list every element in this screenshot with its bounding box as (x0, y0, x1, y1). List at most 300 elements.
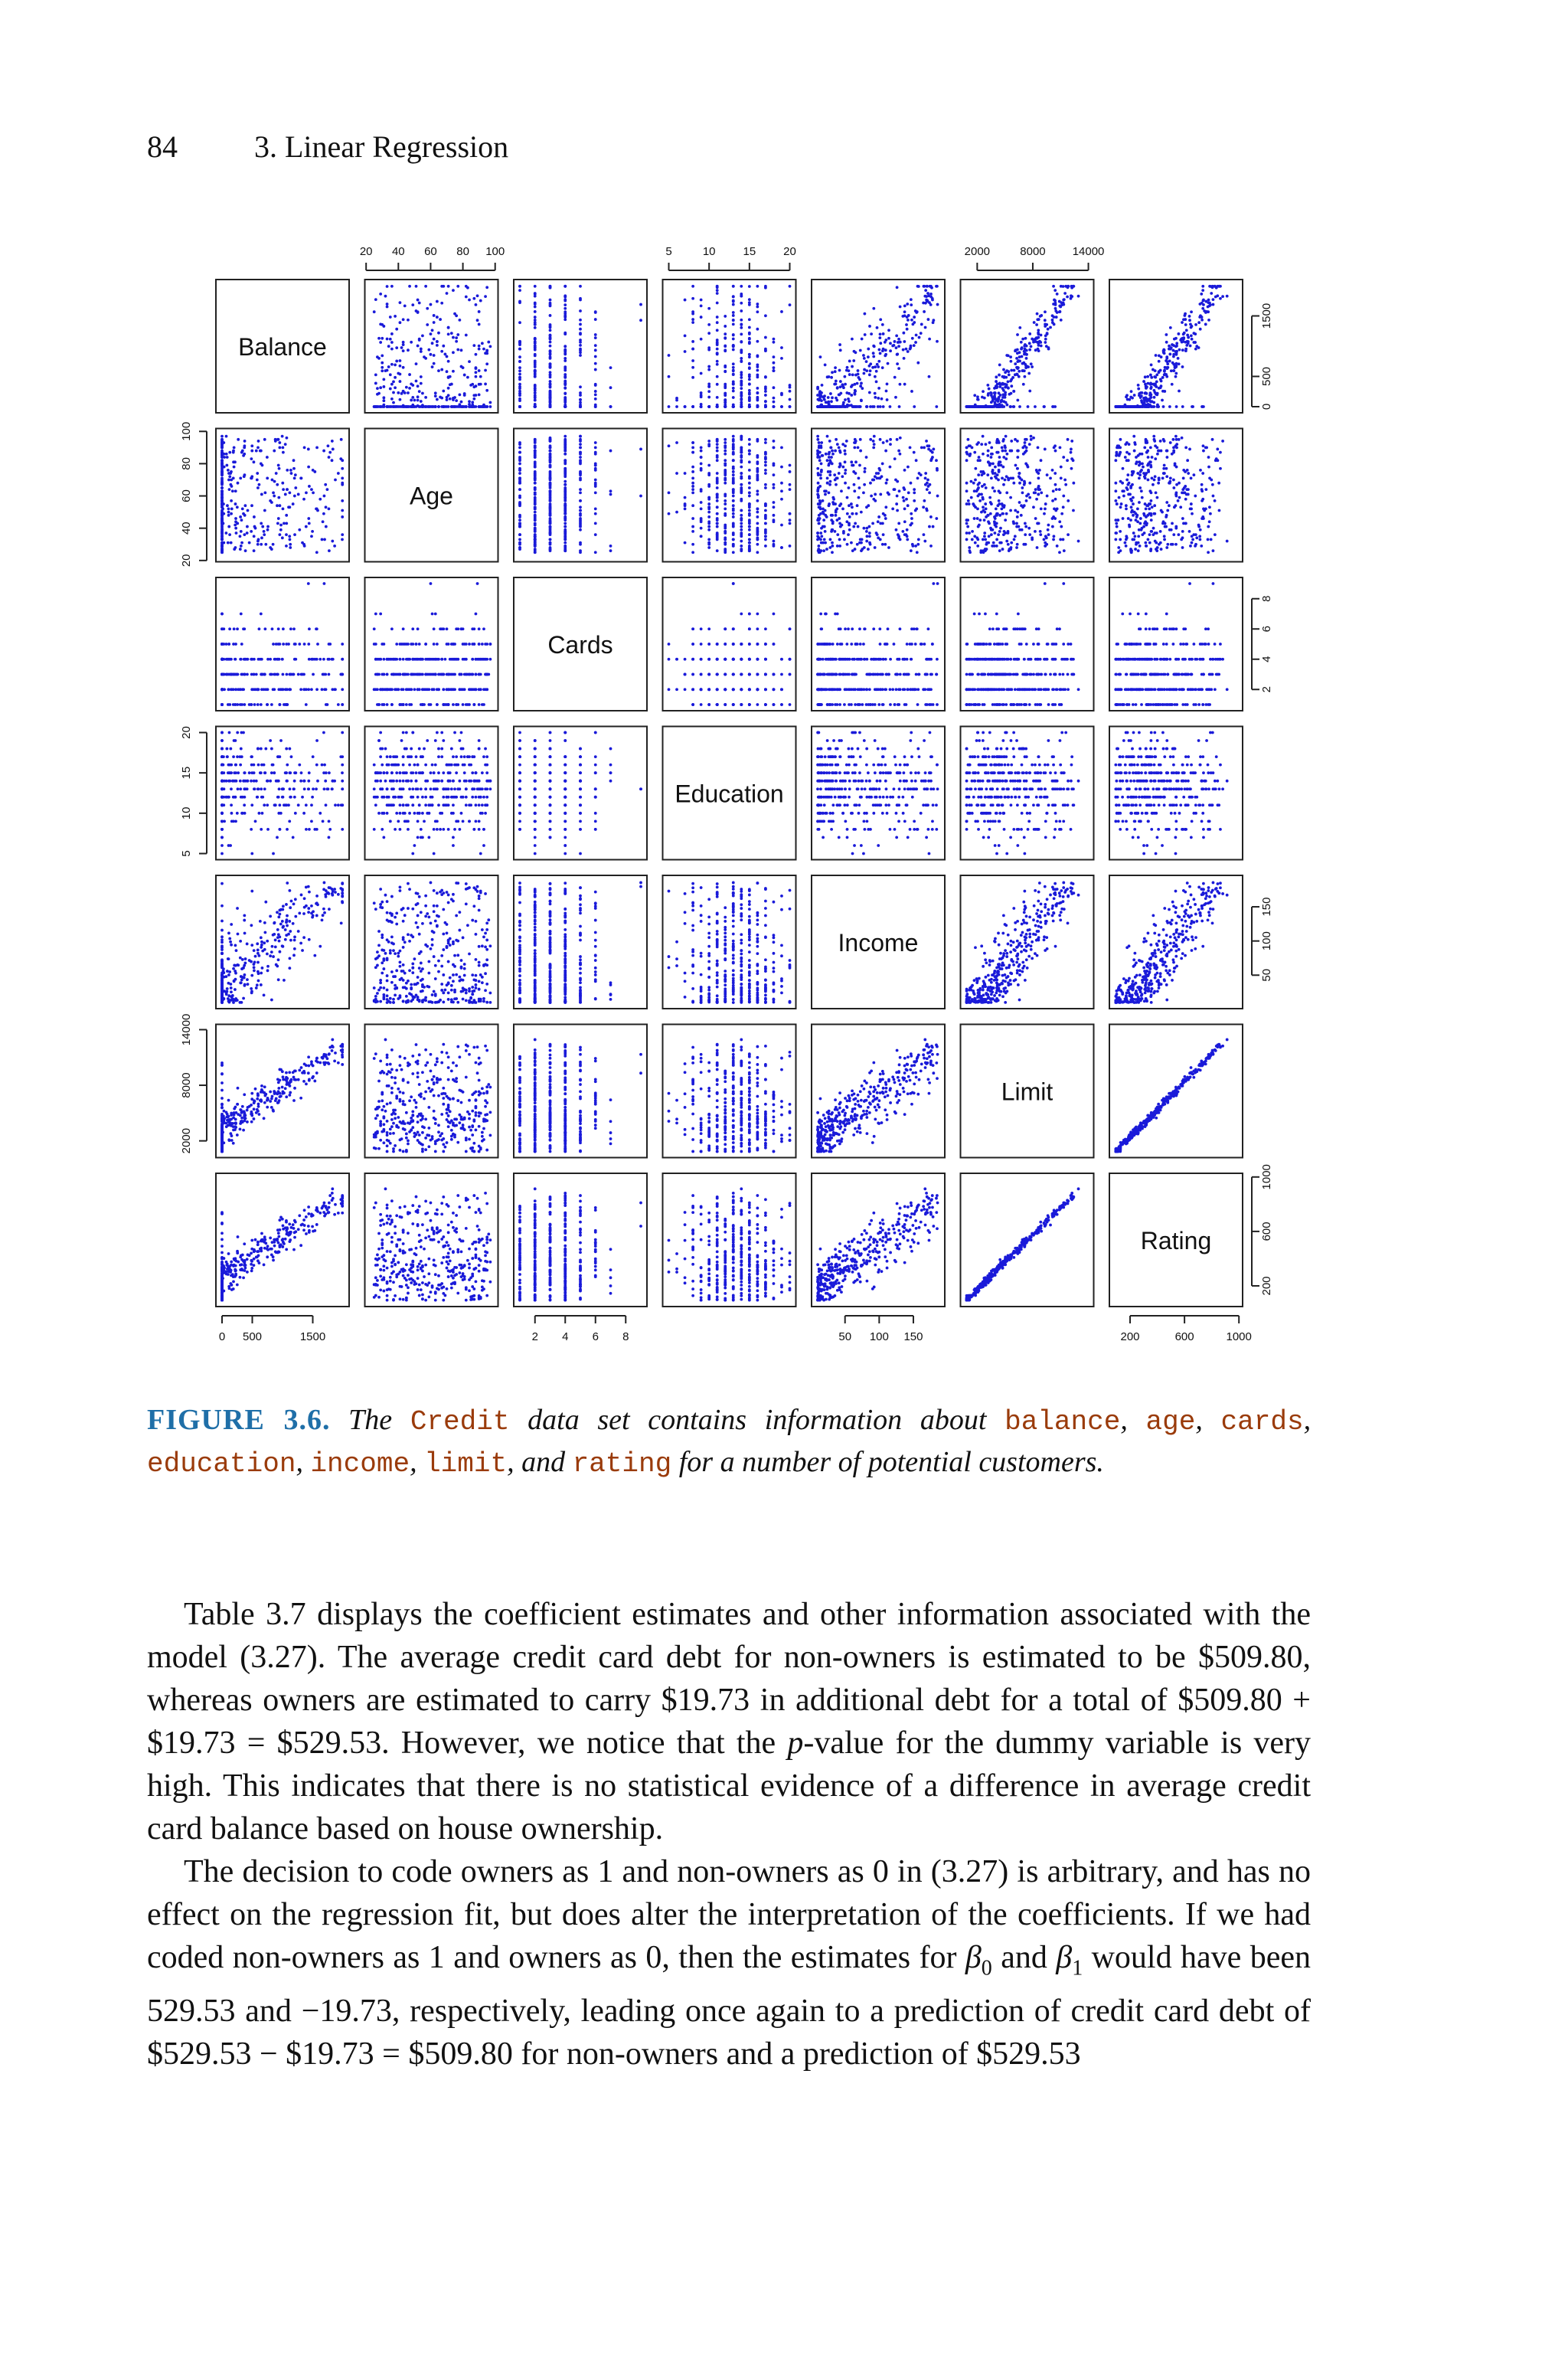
data-point (1138, 460, 1141, 463)
data-point (684, 508, 687, 511)
data-point (256, 446, 260, 449)
data-point (789, 488, 792, 491)
data-point (789, 405, 792, 408)
data-point (1023, 375, 1026, 378)
data-point (874, 475, 877, 478)
data-point (237, 482, 240, 485)
data-point (418, 302, 421, 305)
data-point (307, 643, 310, 646)
data-point (973, 451, 976, 454)
data-point (1012, 405, 1015, 408)
data-point (1032, 505, 1035, 509)
data-point (594, 533, 597, 536)
data-point (878, 336, 881, 339)
data-point (228, 533, 231, 536)
data-point (869, 405, 872, 408)
data-point (716, 522, 719, 525)
data-point (458, 403, 461, 406)
data-point (284, 493, 287, 496)
data-point (833, 473, 836, 476)
data-point (392, 401, 395, 404)
data-point (479, 375, 482, 378)
data-point (732, 488, 735, 491)
data-point (534, 514, 537, 517)
data-point (534, 446, 537, 449)
data-point (549, 303, 552, 306)
data-point (1013, 369, 1016, 372)
data-point (1174, 372, 1178, 375)
data-point (1054, 289, 1057, 292)
data-point (1161, 476, 1165, 479)
data-point (826, 459, 829, 462)
data-point (668, 491, 671, 494)
data-point (1114, 489, 1117, 492)
data-point (292, 502, 295, 505)
data-point (1018, 370, 1021, 373)
data-point (724, 459, 727, 462)
data-point (594, 446, 597, 449)
data-point (1138, 476, 1141, 479)
data-point (995, 538, 998, 541)
data-point (732, 319, 735, 322)
data-point (989, 512, 992, 515)
data-point (285, 545, 288, 548)
data-point (932, 525, 935, 528)
data-point (842, 401, 845, 404)
data-point (716, 549, 719, 552)
data-point (982, 390, 985, 393)
data-point (740, 392, 743, 395)
data-point (829, 480, 832, 483)
data-point (518, 355, 521, 358)
data-point (449, 375, 452, 378)
data-point (1157, 482, 1160, 485)
data-point (748, 522, 751, 525)
data-point (887, 491, 890, 494)
data-point (564, 318, 567, 321)
data-point (564, 435, 567, 438)
data-point (234, 527, 237, 530)
data-point (1009, 450, 1012, 453)
data-point (740, 357, 743, 360)
data-point (564, 285, 567, 288)
data-point (1184, 470, 1187, 473)
data-point (913, 316, 916, 319)
data-point (256, 543, 260, 546)
data-point (756, 369, 759, 372)
data-point (1007, 530, 1010, 533)
data-point (431, 405, 434, 408)
data-point (789, 390, 792, 393)
data-point (691, 525, 694, 528)
data-point (985, 543, 988, 546)
data-point (328, 451, 332, 454)
data-point (273, 480, 276, 483)
data-point (847, 533, 850, 536)
data-point (1208, 305, 1211, 308)
data-point (684, 504, 687, 507)
data-point (982, 496, 985, 499)
data-point (1046, 332, 1049, 335)
data-point (828, 470, 831, 473)
data-point (1146, 538, 1149, 541)
data-point (926, 285, 929, 288)
data-point (442, 405, 445, 408)
data-point (865, 456, 868, 459)
data-point (740, 532, 743, 535)
data-point (1122, 517, 1125, 520)
data-point (337, 703, 340, 706)
data-point (1197, 346, 1200, 349)
data-point (896, 286, 899, 289)
data-point (1155, 380, 1158, 383)
data-point (564, 332, 567, 335)
data-point (831, 528, 834, 532)
data-point (594, 512, 597, 515)
data-point (998, 499, 1001, 502)
data-point (740, 376, 743, 379)
data-point (830, 376, 833, 379)
data-point (239, 535, 242, 538)
data-point (987, 460, 990, 463)
data-point (1138, 405, 1142, 408)
data-point (421, 392, 424, 395)
data-point (1004, 518, 1007, 522)
data-point (740, 460, 743, 463)
data-point (897, 522, 900, 525)
data-point (724, 499, 727, 502)
data-point (395, 328, 398, 331)
data-point (839, 385, 842, 388)
data-point (609, 405, 612, 408)
data-point (433, 321, 436, 324)
data-point (1016, 360, 1019, 363)
data-point (748, 491, 751, 494)
data-point (1178, 482, 1181, 485)
data-point (898, 489, 901, 492)
data-point (1049, 476, 1052, 479)
data-point (437, 369, 440, 372)
data-point (740, 295, 743, 298)
data-point (834, 366, 837, 369)
data-point (408, 285, 411, 288)
data-point (402, 341, 405, 344)
data-point (929, 515, 933, 518)
data-point (1124, 456, 1127, 459)
data-point (982, 435, 985, 438)
data-point (402, 366, 405, 369)
data-point (609, 549, 612, 552)
data-point (1211, 483, 1214, 486)
data-point (756, 460, 759, 463)
data-point (874, 375, 877, 378)
data-point (818, 459, 822, 462)
data-point (1205, 446, 1208, 449)
panel-balance-vs-income (812, 280, 945, 413)
data-point (675, 399, 678, 402)
data-point (905, 348, 908, 351)
data-point (756, 522, 759, 525)
data-point (823, 394, 826, 397)
data-point (260, 613, 263, 616)
data-point (764, 545, 767, 548)
data-point (724, 441, 727, 444)
data-point (732, 473, 735, 476)
data-point (668, 354, 671, 357)
data-point (977, 483, 980, 486)
data-point (1181, 530, 1184, 533)
data-point (748, 495, 751, 498)
data-point (1120, 502, 1123, 505)
data-point (873, 345, 876, 348)
data-point (1207, 551, 1210, 554)
data-point (684, 405, 687, 408)
data-point (1024, 344, 1027, 347)
data-point (220, 512, 224, 515)
data-point (437, 332, 440, 335)
data-point (390, 383, 394, 386)
data-point (1125, 545, 1128, 548)
data-point (1162, 405, 1165, 408)
data-point (1037, 329, 1040, 332)
data-point (927, 318, 930, 321)
data-point (874, 546, 877, 549)
page-number: 84 (147, 129, 178, 164)
data-point (387, 365, 390, 368)
data-point (1158, 479, 1161, 482)
data-point (910, 512, 913, 515)
data-point (1153, 396, 1156, 399)
data-point (691, 485, 694, 488)
data-point (322, 450, 325, 453)
data-point (1127, 493, 1130, 496)
data-point (1007, 380, 1010, 383)
data-point (1212, 549, 1215, 552)
data-point (1217, 482, 1220, 485)
data-point (1165, 546, 1168, 549)
data-point (913, 451, 916, 454)
panel-balance-vs-limit (961, 280, 1094, 413)
data-point (847, 397, 850, 401)
data-point (789, 386, 792, 389)
data-point (773, 397, 776, 400)
data-point (748, 443, 751, 446)
data-point (926, 444, 929, 447)
data-point (856, 504, 859, 507)
data-point (263, 491, 266, 494)
data-point (1051, 499, 1054, 502)
data-point (225, 453, 228, 456)
data-point (1066, 459, 1069, 462)
data-point (858, 496, 861, 499)
data-point (935, 285, 938, 288)
data-point (286, 437, 289, 440)
data-point (315, 508, 318, 511)
data-point (780, 498, 783, 501)
data-point (1025, 357, 1028, 360)
data-point (1202, 450, 1205, 453)
data-point (1175, 495, 1178, 498)
data-point (700, 450, 703, 453)
data-point (229, 483, 232, 486)
data-point (889, 443, 892, 446)
data-point (402, 349, 405, 352)
data-point (1145, 387, 1148, 390)
data-point (220, 450, 224, 453)
data-point (1014, 349, 1017, 352)
data-point (231, 489, 234, 492)
data-point (549, 405, 552, 408)
data-point (1199, 314, 1202, 317)
data-point (903, 488, 906, 491)
data-point (732, 551, 735, 554)
data-point (1009, 355, 1012, 358)
data-point (273, 658, 276, 661)
data-point (386, 306, 389, 309)
data-point (928, 491, 931, 494)
data-point (1144, 502, 1147, 505)
data-point (691, 340, 694, 343)
data-point (220, 443, 224, 446)
data-point (977, 473, 980, 476)
data-point (707, 443, 710, 446)
data-point (279, 504, 282, 507)
data-point (780, 357, 783, 360)
data-point (871, 479, 874, 482)
data-point (518, 397, 521, 401)
data-point (549, 456, 552, 459)
data-point (416, 399, 420, 402)
data-point (303, 446, 306, 449)
data-point (394, 315, 397, 318)
data-point (740, 489, 743, 492)
data-point (707, 508, 710, 511)
data-point (748, 546, 751, 549)
data-point (844, 383, 847, 386)
data-point (842, 386, 845, 389)
data-point (724, 473, 727, 476)
data-point (691, 491, 694, 494)
data-point (579, 443, 582, 446)
data-point (756, 489, 759, 492)
data-point (518, 301, 521, 304)
data-point (691, 476, 694, 479)
data-point (1207, 538, 1210, 541)
data-point (416, 299, 420, 302)
data-point (442, 345, 445, 348)
data-point (916, 551, 919, 554)
data-point (270, 501, 273, 504)
data-point (879, 342, 882, 345)
data-point (1007, 543, 1010, 546)
data-point (534, 369, 537, 372)
data-point (896, 438, 899, 441)
data-point (1135, 460, 1138, 463)
data-point (1143, 522, 1146, 525)
data-point (988, 522, 991, 525)
data-point (1135, 456, 1138, 459)
data-point (1004, 479, 1007, 482)
data-point (991, 463, 995, 466)
data-point (220, 517, 224, 520)
data-point (872, 498, 875, 501)
data-point (1138, 392, 1141, 395)
data-point (1044, 545, 1047, 548)
data-point (830, 400, 833, 403)
data-point (1021, 491, 1024, 494)
data-point (988, 535, 991, 538)
data-point (1132, 502, 1135, 505)
data-point (534, 493, 537, 496)
data-point (1154, 444, 1157, 447)
data-point (826, 401, 829, 404)
data-point (716, 292, 719, 295)
data-point (1023, 504, 1026, 507)
data-point (865, 540, 868, 543)
data-point (764, 457, 767, 460)
data-point (1055, 488, 1058, 491)
data-point (426, 323, 429, 326)
data-point (484, 295, 487, 298)
data-point (518, 496, 521, 499)
data-point (1140, 469, 1143, 472)
data-point (982, 453, 985, 456)
data-point (534, 292, 537, 295)
data-point (549, 396, 552, 399)
data-point (980, 511, 983, 514)
data-point (879, 332, 882, 335)
data-point (1132, 435, 1135, 438)
data-point (998, 456, 1001, 459)
data-point (724, 470, 727, 473)
data-point (579, 446, 582, 449)
data-point (1125, 395, 1128, 398)
data-point (1005, 453, 1008, 456)
data-point (773, 545, 776, 548)
data-point (867, 548, 870, 551)
data-point (1144, 391, 1147, 394)
data-point (399, 398, 402, 401)
data-point (440, 350, 443, 353)
data-point (817, 496, 820, 499)
data-point (832, 405, 835, 408)
data-point (278, 533, 281, 536)
data-point (305, 525, 308, 528)
data-point (897, 450, 900, 453)
data-point (965, 522, 969, 525)
data-point (764, 441, 767, 444)
data-point (691, 376, 694, 379)
data-point (851, 373, 854, 376)
data-point (740, 326, 743, 329)
data-point (468, 405, 471, 408)
data-point (237, 438, 240, 441)
data-point (1172, 446, 1175, 449)
data-point (716, 285, 719, 288)
data-point (740, 387, 743, 390)
data-point (816, 438, 819, 441)
data-point (748, 301, 751, 304)
data-point (1175, 362, 1178, 365)
data-point (534, 375, 537, 378)
data-point (227, 511, 230, 514)
data-point (684, 299, 687, 302)
data-point (716, 302, 719, 305)
data-point (740, 435, 743, 438)
data-point (260, 536, 263, 539)
data-point (297, 673, 300, 676)
data-point (447, 405, 450, 408)
